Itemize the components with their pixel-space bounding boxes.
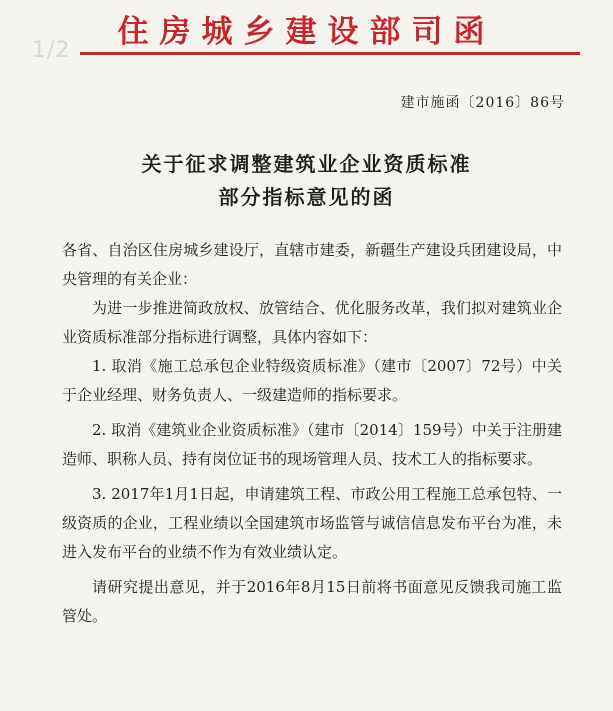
letterhead: 住房城乡建设部司函: [117, 14, 496, 50]
document-number: 建市施函〔2016〕86号: [400, 95, 565, 111]
document-title: [0, 148, 613, 214]
recipients: 各省、自治区住房城乡建设厅，直辖市建委，新疆生产建设兵团建设局，中央管理的有关企业：: [62, 241, 562, 288]
item-1: 1. 取消《施工总承包企业特级资质标准》（建市〔2007〕72号）中关于企业经理、财务负责人、一级建造师的指标要求。: [62, 357, 562, 404]
closing-paragraph: 请研究提出意见，并于2016年8月15日前将书面意见反馈我司施工监管处。: [62, 578, 562, 625]
title-line-1: 关于征求调整建筑业企业资质标准: [141, 152, 472, 176]
document-body: [62, 236, 562, 631]
item-2: 2. 取消《建筑业企业资质标准》（建市〔2014〕159号）中关于注册建造师、职称人员、持有岗位证书的现场管理人员、技术工人的指标要求。: [62, 421, 562, 468]
page-indicator: 1/2: [32, 38, 71, 63]
title-line-2: 部分指标意见的函: [218, 185, 395, 209]
intro-paragraph: 为进一步推进简政放权、放管结合、优化服务改革，我们拟对建筑业企业资质标准部分指标进行调整，具体内容如下：: [62, 299, 562, 346]
item-3: 3. 2017年1月1日起，申请建筑工程、市政公用工程施工总承包特、一级资质的企业，工程业绩以全国建筑市场监管与诚信信息发布平台为准，未进入发布平台的业绩不作为有效业绩认定。: [62, 485, 562, 561]
letterhead-divider: [80, 52, 580, 55]
